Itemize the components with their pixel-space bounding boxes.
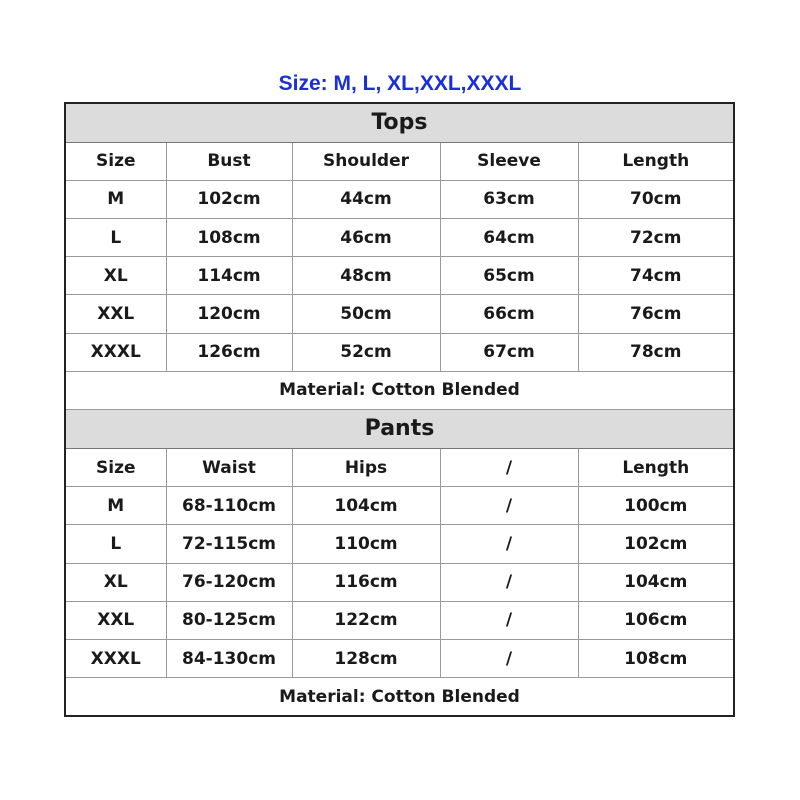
table-cell: 126cm (166, 333, 292, 371)
table-row (65, 525, 734, 563)
table-cell: 64cm (440, 219, 578, 257)
table-cell: 44cm (292, 180, 440, 218)
table-cell: XXL (65, 295, 166, 333)
column-header: Sleeve (440, 142, 578, 180)
table-cell: 68-110cm (166, 487, 292, 525)
table-cell: 122cm (292, 601, 440, 639)
table-cell: / (440, 639, 578, 677)
table-cell: XXXL (65, 333, 166, 371)
table-cell: 102cm (578, 525, 734, 563)
tops-material-row (65, 371, 734, 409)
column-header: Bust (166, 142, 292, 180)
material-note: Material: Cotton Blended (65, 371, 734, 409)
column-header: Size (65, 449, 166, 487)
table-cell: 66cm (440, 295, 578, 333)
table-row (65, 639, 734, 677)
pants-title: Pants (65, 409, 734, 448)
table-cell: L (65, 525, 166, 563)
table-cell: XL (65, 563, 166, 601)
table-cell: 80-125cm (166, 601, 292, 639)
table-cell: L (65, 219, 166, 257)
column-header: Shoulder (292, 142, 440, 180)
table-row (65, 563, 734, 601)
pants-header-row (65, 449, 734, 487)
table-cell: 72cm (578, 219, 734, 257)
table-cell: XL (65, 257, 166, 295)
column-header: Waist (166, 449, 292, 487)
pants-section-header (65, 409, 734, 448)
tops-section-header (65, 103, 734, 142)
table-cell: 63cm (440, 180, 578, 218)
table-cell: 65cm (440, 257, 578, 295)
table-cell: 46cm (292, 219, 440, 257)
tops-title: Tops (65, 103, 734, 142)
table-cell: 76-120cm (166, 563, 292, 601)
pants-material-row (65, 678, 734, 716)
table-row (65, 601, 734, 639)
table-row (65, 219, 734, 257)
table-row (65, 295, 734, 333)
column-header: Length (578, 142, 734, 180)
table-cell: XXL (65, 601, 166, 639)
table-cell: M (65, 487, 166, 525)
table-cell: 76cm (578, 295, 734, 333)
column-header: Size (65, 142, 166, 180)
table-cell: 108cm (578, 639, 734, 677)
table-cell: M (65, 180, 166, 218)
table-cell: 106cm (578, 601, 734, 639)
table-cell: 104cm (578, 563, 734, 601)
column-header: Length (578, 449, 734, 487)
table-cell: / (440, 487, 578, 525)
table-cell: 70cm (578, 180, 734, 218)
table-cell: 72-115cm (166, 525, 292, 563)
table-row (65, 487, 734, 525)
table-cell: 48cm (292, 257, 440, 295)
table-row (65, 257, 734, 295)
table-cell: 100cm (578, 487, 734, 525)
table-cell: / (440, 601, 578, 639)
tops-header-row (65, 142, 734, 180)
column-header: Hips (292, 449, 440, 487)
table-cell: 52cm (292, 333, 440, 371)
table-cell: / (440, 563, 578, 601)
table-cell: 104cm (292, 487, 440, 525)
table-cell: 116cm (292, 563, 440, 601)
table-cell: / (440, 525, 578, 563)
table-cell: 120cm (166, 295, 292, 333)
table-cell: 84-130cm (166, 639, 292, 677)
table-row (65, 180, 734, 218)
table-row (65, 333, 734, 371)
table-cell: 67cm (440, 333, 578, 371)
table-cell: 108cm (166, 219, 292, 257)
table-cell: XXXL (65, 639, 166, 677)
column-header: / (440, 449, 578, 487)
material-note: Material: Cotton Blended (65, 678, 734, 716)
table-cell: 128cm (292, 639, 440, 677)
table-cell: 110cm (292, 525, 440, 563)
size-chart-table (64, 102, 735, 717)
table-cell: 114cm (166, 257, 292, 295)
size-range-title: Size: M, L, XL,XXL,XXXL (278, 72, 522, 95)
table-cell: 50cm (292, 295, 440, 333)
table-cell: 74cm (578, 257, 734, 295)
table-cell: 102cm (166, 180, 292, 218)
table-cell: 78cm (578, 333, 734, 371)
